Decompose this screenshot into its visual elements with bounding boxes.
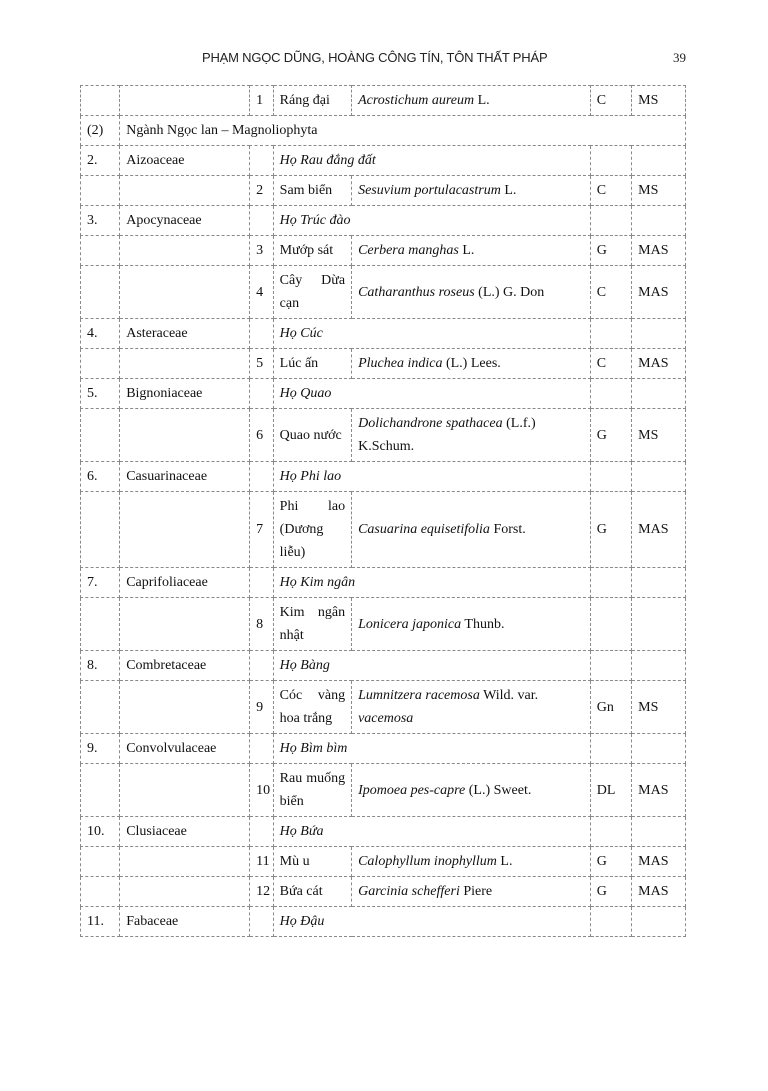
empty-cell xyxy=(81,598,120,651)
family-name: Clusiaceae xyxy=(120,817,250,847)
page-number: 39 xyxy=(673,50,686,65)
family-number: 9. xyxy=(81,734,120,764)
species-status: G xyxy=(590,847,631,877)
species-vietnamese-name: Quao nước xyxy=(273,409,351,462)
empty-cell xyxy=(120,681,250,734)
family-vietnamese-name: Họ Phi lao xyxy=(273,462,590,492)
empty-cell xyxy=(250,907,274,937)
empty-cell xyxy=(120,492,250,568)
empty-cell xyxy=(81,877,120,907)
species-distribution: MS xyxy=(632,409,686,462)
species-status: C xyxy=(590,86,631,116)
species-vietnamese-name: Mù u xyxy=(273,847,351,877)
family-vietnamese-name: Họ Bìm bìm xyxy=(273,734,590,764)
species-scientific-name xyxy=(352,492,591,568)
family-name: Convolvulaceae xyxy=(120,734,250,764)
family-vietnamese-name: Họ Quao xyxy=(273,379,590,409)
species-distribution: MAS xyxy=(632,847,686,877)
running-head-authors: PHẠM NGỌC DŨNG, HOÀNG CÔNG TÍN, TÔN THẤT PHÁP xyxy=(202,50,548,65)
empty-cell xyxy=(81,847,120,877)
empty-cell xyxy=(590,734,631,764)
family-number: 2. xyxy=(81,146,120,176)
empty-cell xyxy=(81,176,120,206)
empty-cell xyxy=(250,568,274,598)
family-name: Aizoaceae xyxy=(120,146,250,176)
species-number: 11 xyxy=(250,847,274,877)
family-row xyxy=(81,734,686,764)
species-status: G xyxy=(590,492,631,568)
empty-cell xyxy=(632,734,686,764)
species-distribution: MS xyxy=(632,681,686,734)
family-name: Asteraceae xyxy=(120,319,250,349)
species-row xyxy=(81,409,686,462)
author-citation: (L.) G. Don xyxy=(478,284,545,300)
species-vietnamese-name: Mướp sát xyxy=(273,236,351,266)
family-number: 4. xyxy=(81,319,120,349)
species-scientific-name xyxy=(352,349,591,379)
species-distribution: MS xyxy=(632,86,686,116)
species-distribution: MAS xyxy=(632,492,686,568)
species-row xyxy=(81,349,686,379)
empty-cell xyxy=(250,651,274,681)
empty-cell xyxy=(250,206,274,236)
scientific-binomial: Sesuvium portulacastrum xyxy=(358,183,501,198)
empty-cell xyxy=(590,319,631,349)
scientific-binomial: Lonicera japonica xyxy=(358,616,462,632)
species-status: G xyxy=(590,236,631,266)
empty-cell xyxy=(632,379,686,409)
species-number: 2 xyxy=(250,176,274,206)
family-number: 3. xyxy=(81,206,120,236)
species-vietnamese-name: Sam biển xyxy=(273,176,351,206)
empty-cell xyxy=(120,598,250,651)
family-number: 7. xyxy=(81,568,120,598)
species-scientific-name xyxy=(352,764,591,817)
empty-cell xyxy=(590,907,631,937)
species-scientific-name xyxy=(352,877,591,907)
species-row xyxy=(81,236,686,266)
author-citation: (L.) Sweet. xyxy=(468,782,532,798)
scientific-binomial: Catharanthus roseus xyxy=(358,284,475,300)
scientific-binomial: Calophyllum inophyllum xyxy=(358,854,497,869)
division-number: (2) xyxy=(81,116,120,146)
family-row xyxy=(81,907,686,937)
species-number: 3 xyxy=(250,236,274,266)
species-distribution xyxy=(632,598,686,651)
empty-cell xyxy=(250,462,274,492)
empty-cell xyxy=(632,568,686,598)
scientific-binomial: Ipomoea pes-capre xyxy=(358,782,466,798)
empty-cell xyxy=(590,379,631,409)
scientific-binomial: Acrostichum aureum xyxy=(358,93,475,108)
empty-cell xyxy=(590,817,631,847)
species-row xyxy=(81,598,686,651)
empty-cell xyxy=(81,492,120,568)
empty-cell xyxy=(81,349,120,379)
species-row xyxy=(81,176,686,206)
empty-cell xyxy=(120,877,250,907)
species-number: 7 xyxy=(250,492,274,568)
species-row xyxy=(81,681,686,734)
family-vietnamese-name: Họ Cúc xyxy=(273,319,590,349)
family-vietnamese-name: Họ Bứa xyxy=(273,817,590,847)
family-row xyxy=(81,462,686,492)
author-citation: L. xyxy=(504,183,517,198)
author-citation: L. xyxy=(477,93,490,108)
species-scientific-name xyxy=(352,598,591,651)
family-row xyxy=(81,319,686,349)
family-number: 8. xyxy=(81,651,120,681)
empty-cell xyxy=(590,206,631,236)
species-status: C xyxy=(590,176,631,206)
author-citation: Wild. var. xyxy=(483,688,539,703)
species-number: 1 xyxy=(250,86,274,116)
empty-cell xyxy=(120,266,250,319)
division-name: Ngành Ngọc lan – Magnoliophyta xyxy=(120,116,686,146)
empty-cell xyxy=(81,409,120,462)
family-vietnamese-name: Họ Trúc đào xyxy=(273,206,590,236)
family-row xyxy=(81,206,686,236)
species-status: G xyxy=(590,409,631,462)
species-row xyxy=(81,847,686,877)
species-vietnamese-name: Phi lao (Dương liễu) xyxy=(273,492,351,568)
empty-cell xyxy=(120,236,250,266)
family-number: 6. xyxy=(81,462,120,492)
family-vietnamese-name: Họ Đậu xyxy=(273,907,590,937)
scientific-binomial: Pluchea indica xyxy=(358,356,443,371)
species-row xyxy=(81,492,686,568)
empty-cell xyxy=(120,847,250,877)
empty-cell xyxy=(250,146,274,176)
empty-cell xyxy=(632,907,686,937)
species-row xyxy=(81,86,686,116)
family-name: Apocynaceae xyxy=(120,206,250,236)
species-vietnamese-name: Lúc ấn xyxy=(273,349,351,379)
author-citation: (L.f.) K.Schum. xyxy=(358,416,536,454)
empty-cell xyxy=(632,146,686,176)
empty-cell xyxy=(120,176,250,206)
species-vietnamese-name: Cây Dừa cạn xyxy=(273,266,351,319)
species-vietnamese-name: Bứa cát xyxy=(273,877,351,907)
scientific-binomial: Cerbera manghas xyxy=(358,243,459,258)
species-status: Gn xyxy=(590,681,631,734)
scientific-binomial: Casuarina equisetifolia xyxy=(358,522,490,537)
scientific-binomial: Lumnitzera racemosa xyxy=(358,688,480,703)
family-row xyxy=(81,817,686,847)
species-scientific-name xyxy=(352,266,591,319)
species-scientific-name xyxy=(352,847,591,877)
family-name: Bignoniaceae xyxy=(120,379,250,409)
author-citation: Forst. xyxy=(493,522,526,537)
empty-cell xyxy=(250,734,274,764)
species-distribution: MAS xyxy=(632,877,686,907)
species-distribution: MAS xyxy=(632,764,686,817)
species-status xyxy=(590,598,631,651)
scientific-binomial: Dolichandrone spathacea xyxy=(358,416,503,431)
species-vietnamese-name: Kim ngân nhật xyxy=(273,598,351,651)
species-distribution: MAS xyxy=(632,266,686,319)
family-row xyxy=(81,379,686,409)
family-row xyxy=(81,146,686,176)
species-number: 10 xyxy=(250,764,274,817)
species-vietnamese-name: Rau muống biển xyxy=(273,764,351,817)
family-name: Casuarinaceae xyxy=(120,462,250,492)
empty-cell xyxy=(81,266,120,319)
species-number: 8 xyxy=(250,598,274,651)
scientific-binomial: Garcinia schefferi xyxy=(358,884,460,899)
empty-cell xyxy=(632,817,686,847)
empty-cell xyxy=(590,146,631,176)
species-distribution: MAS xyxy=(632,349,686,379)
species-number: 12 xyxy=(250,877,274,907)
species-scientific-name xyxy=(352,681,591,734)
species-status: G xyxy=(590,877,631,907)
species-number: 6 xyxy=(250,409,274,462)
empty-cell xyxy=(590,462,631,492)
species-distribution: MAS xyxy=(632,236,686,266)
family-vietnamese-name: Họ Bàng xyxy=(273,651,590,681)
species-scientific-name xyxy=(352,236,591,266)
division-row xyxy=(81,116,686,146)
variety-epithet: vacemosa xyxy=(358,711,414,726)
species-number: 4 xyxy=(250,266,274,319)
species-scientific-name xyxy=(352,176,591,206)
empty-cell xyxy=(120,86,250,116)
family-vietnamese-name: Họ Rau đắng đất xyxy=(273,146,590,176)
family-number: 5. xyxy=(81,379,120,409)
author-citation: (L.) Lees. xyxy=(445,356,501,371)
empty-cell xyxy=(81,236,120,266)
species-table xyxy=(80,85,686,937)
family-row xyxy=(81,568,686,598)
species-status: DL xyxy=(590,764,631,817)
species-row xyxy=(81,877,686,907)
page-header xyxy=(80,50,690,70)
family-row xyxy=(81,651,686,681)
empty-cell xyxy=(250,817,274,847)
empty-cell xyxy=(120,409,250,462)
empty-cell xyxy=(81,681,120,734)
species-number: 9 xyxy=(250,681,274,734)
empty-cell xyxy=(590,651,631,681)
species-scientific-name xyxy=(352,409,591,462)
empty-cell xyxy=(250,379,274,409)
empty-cell xyxy=(120,349,250,379)
empty-cell xyxy=(632,206,686,236)
author-citation: Thunb. xyxy=(464,616,505,632)
species-status: C xyxy=(590,349,631,379)
family-name: Combretaceae xyxy=(120,651,250,681)
species-row xyxy=(81,764,686,817)
family-vietnamese-name: Họ Kim ngân xyxy=(273,568,590,598)
family-number: 11. xyxy=(81,907,120,937)
empty-cell xyxy=(250,319,274,349)
author-citation: Piere xyxy=(463,884,493,899)
empty-cell xyxy=(81,86,120,116)
species-number: 5 xyxy=(250,349,274,379)
empty-cell xyxy=(632,462,686,492)
species-row xyxy=(81,266,686,319)
species-vietnamese-name: Ráng đại xyxy=(273,86,351,116)
empty-cell xyxy=(120,764,250,817)
species-distribution: MS xyxy=(632,176,686,206)
family-number: 10. xyxy=(81,817,120,847)
empty-cell xyxy=(590,568,631,598)
empty-cell xyxy=(632,651,686,681)
empty-cell xyxy=(632,319,686,349)
species-status: C xyxy=(590,266,631,319)
family-name: Fabaceae xyxy=(120,907,250,937)
family-name: Caprifoliaceae xyxy=(120,568,250,598)
species-vietnamese-name: Cóc vàng hoa trắng xyxy=(273,681,351,734)
empty-cell xyxy=(81,764,120,817)
author-citation: L. xyxy=(500,854,513,869)
author-citation: L. xyxy=(462,243,475,258)
species-scientific-name xyxy=(352,86,591,116)
